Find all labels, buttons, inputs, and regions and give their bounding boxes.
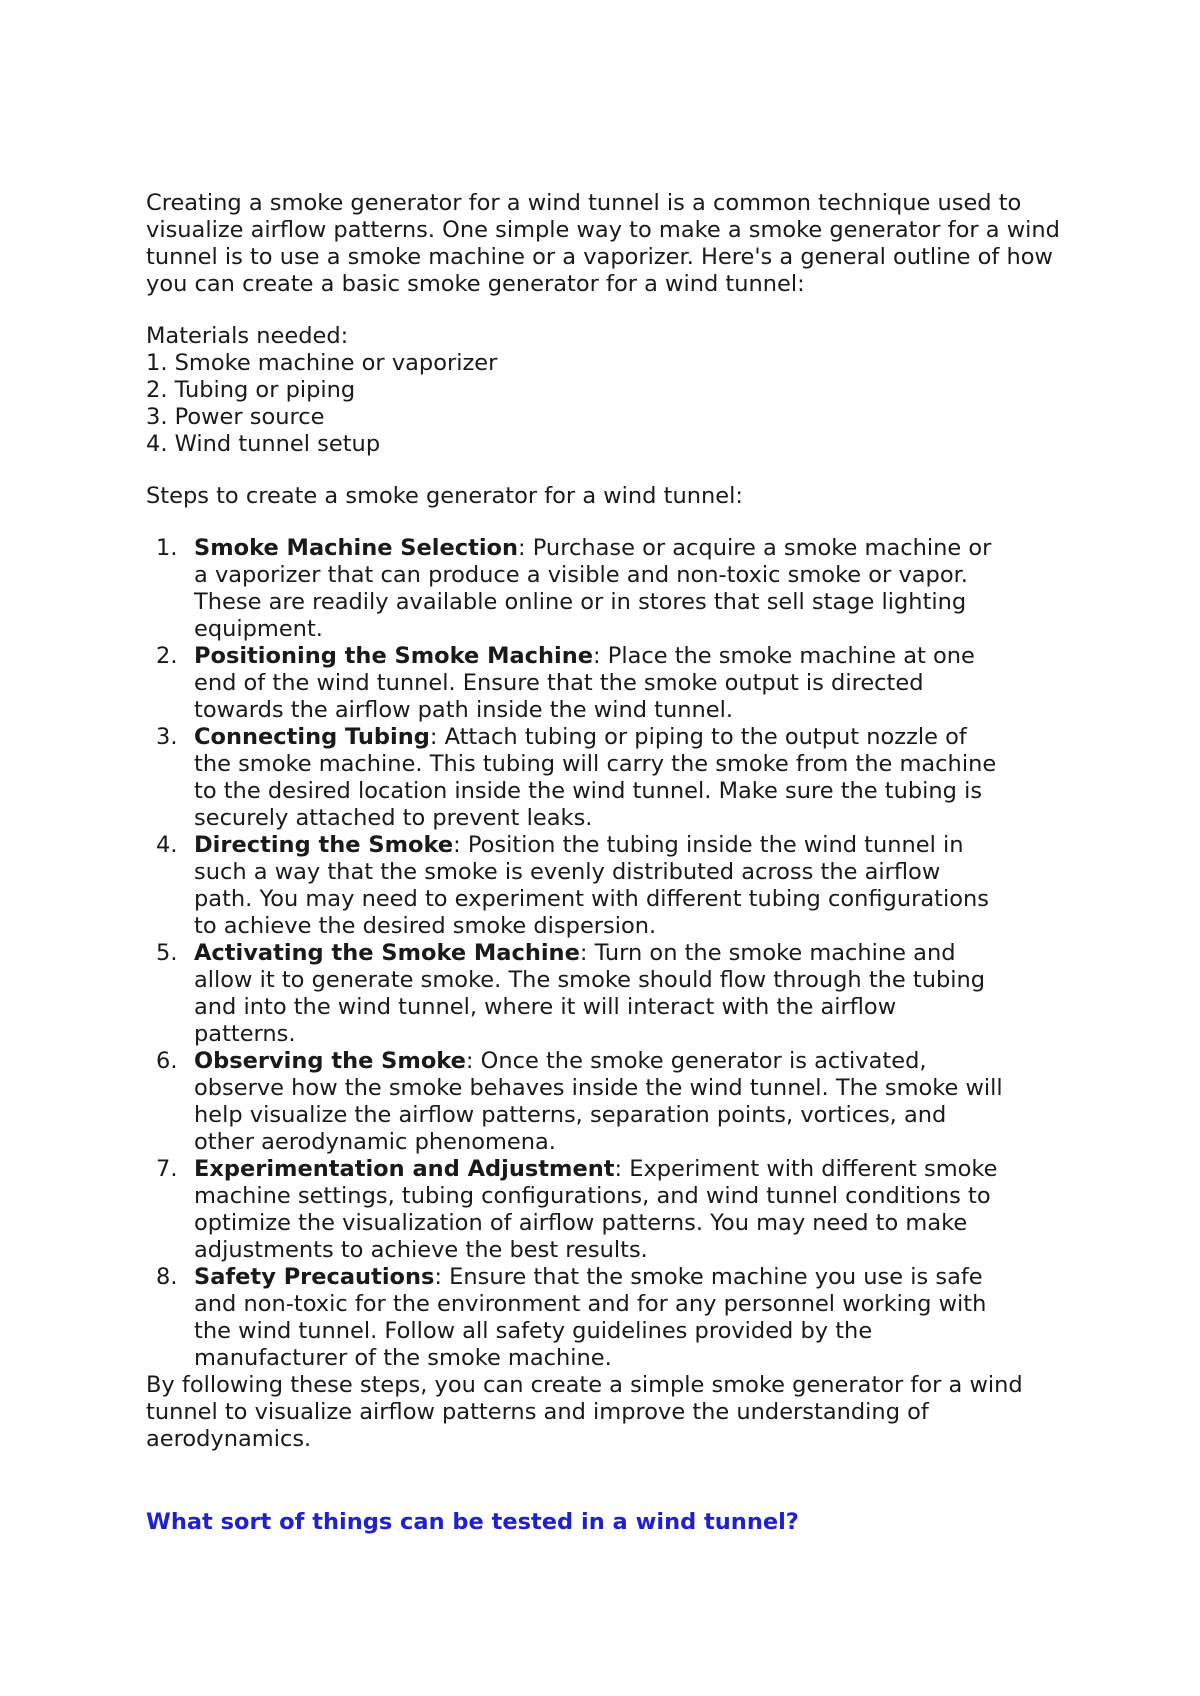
materials-item: 3. Power source [146, 404, 325, 430]
section-heading: What sort of things can be tested in a wind tunnel? [146, 1509, 799, 1535]
steps-heading: Steps to create a smoke generator for a wind tunnel: [146, 483, 743, 509]
step-title: Directing the Smoke [194, 832, 454, 858]
materials-heading: Materials needed: [146, 323, 349, 349]
step-item [146, 940, 1004, 1048]
step-item [146, 535, 1004, 643]
step-text: : Attach tubing or piping to the output nozzle of the smoke machine. This tubing will carry the smoke from the machine to the desired location inside the wind tunnel. Make sure the tubing is securely attached to prevent leaks. [194, 724, 997, 831]
step-text: : Experiment with different smoke machine settings, tubing configurations, and wind tunnel conditions to optimize the visualization of airflow patterns. You may need to make adjustments to achieve the best results. [194, 1156, 998, 1263]
materials-item: 2. Tubing or piping [146, 377, 356, 403]
step-text: : Once the smoke generator is activated, observe how the smoke behaves inside the wind tunnel. The smoke will help visualize the airflow patterns, separation points, vortices, and other aerodynamic phenomena. [194, 1048, 1003, 1155]
step-title: Connecting Tubing [194, 724, 430, 750]
step-number: 5. [156, 940, 178, 966]
step-title: Experimentation and Adjustment [194, 1156, 615, 1182]
step-number: 6. [156, 1048, 178, 1074]
step-text: : Ensure that the smoke machine you use is safe and non-toxic for the environment and for any personnel working with the wind tunnel. Follow all safety guidelines provided by the manufacturer of the smoke machine. [194, 1264, 987, 1371]
step-title: Activating the Smoke Machine [194, 940, 580, 966]
materials-item: 4. Wind tunnel setup [146, 431, 381, 457]
step-text: : Place the smoke machine at one end of the wind tunnel. Ensure that the smoke output is directed towards the airflow path inside the wind tunnel. [194, 643, 975, 723]
step-text: : Purchase or acquire a smoke machine or a vaporizer that can produce a visible and non-toxic smoke or vapor. These are readily available online or in stores that sell stage lighting equipment. [194, 535, 992, 642]
materials-list [146, 350, 1066, 458]
step-item [146, 724, 1004, 832]
step-number: 3. [156, 724, 178, 750]
step-title: Observing the Smoke [194, 1048, 466, 1074]
step-number: 4. [156, 832, 178, 858]
step-number: 1. [156, 535, 178, 561]
steps-list [146, 535, 1066, 1372]
step-item [146, 1156, 1004, 1264]
step-number: 2. [156, 643, 178, 669]
conclusion-paragraph: By following these steps, you can create a simple smoke generator for a wind tunnel to visualize airflow patterns and improve the understanding of aerodynamics. [146, 1372, 1023, 1452]
step-title: Positioning the Smoke Machine [194, 643, 594, 669]
step-text: : Position the tubing inside the wind tunnel in such a way that the smoke is evenly distributed across the airflow path. You may need to experiment with different tubing configurations to achieve the desired smoke dispersion. [194, 832, 989, 939]
step-text: : Turn on the smoke machine and allow it to generate smoke. The smoke should flow through the tubing and into the wind tunnel, where it will interact with the airflow patterns. [194, 940, 986, 1047]
intro-paragraph: Creating a smoke generator for a wind tunnel is a common technique used to visualize airflow patterns. One simple way to make a smoke generator for a wind tunnel is to use a smoke machine or a vaporizer. Here's a general outline of how you can create a basic smoke generator for a wind tunnel: [146, 190, 1060, 297]
step-item [146, 832, 1004, 940]
step-item [146, 1264, 1004, 1372]
step-number: 8. [156, 1264, 178, 1290]
step-item [146, 643, 1004, 724]
step-item [146, 1048, 1004, 1156]
materials-item: 1. Smoke machine or vaporizer [146, 350, 498, 376]
step-title: Safety Precautions [194, 1264, 435, 1290]
document-page [146, 190, 1066, 1536]
step-title: Smoke Machine Selection [194, 535, 519, 561]
step-number: 7. [156, 1156, 178, 1182]
